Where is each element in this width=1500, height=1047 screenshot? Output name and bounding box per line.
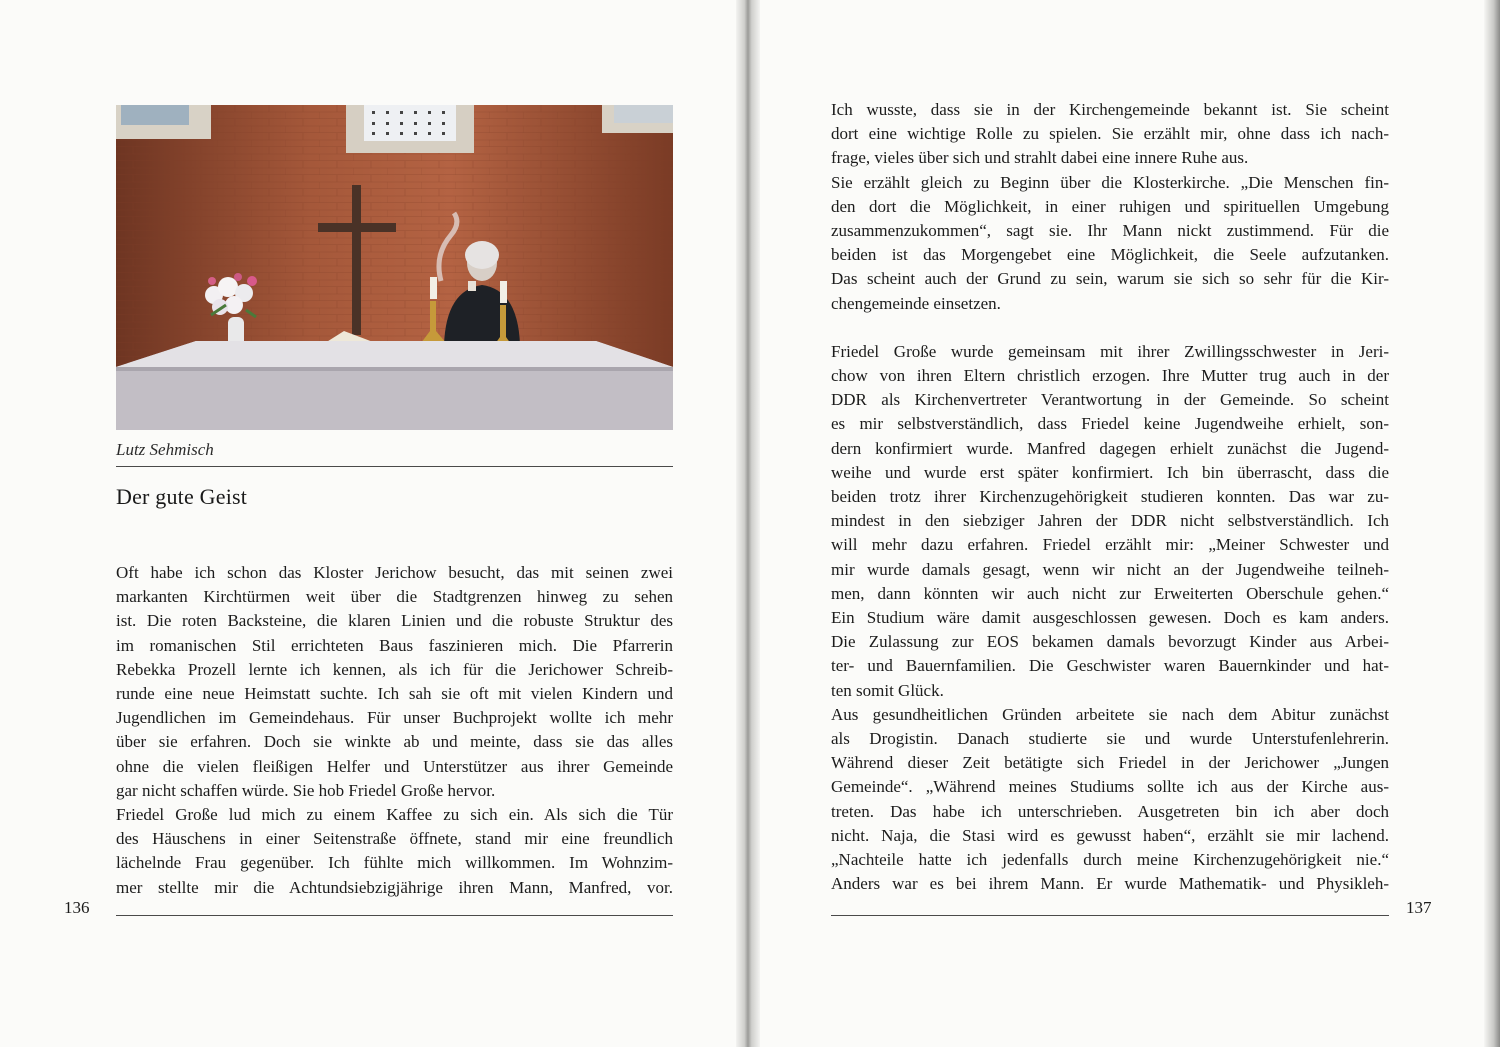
text-line: Ein Studium wäre damit ausgeschlossen gewesen. Doch es kam anders. bbox=[831, 608, 1389, 628]
text-line: Friedel Große lud mich zu einem Kaffee zu sich ein. Als sich die Tür bbox=[116, 805, 673, 825]
page-number-left: 136 bbox=[64, 898, 90, 917]
text-line: Jugendlichen im Gemeindehaus. Für unser Buchprojekt wollte ich mehr bbox=[116, 708, 673, 728]
text-line: zusammenzukommen“, sagt sie. Ihr Mann nickt zustimmend. Für die bbox=[831, 221, 1389, 241]
photo-caption: Lutz Sehmisch bbox=[116, 440, 214, 459]
text-line: „Nachteile hatte ich jedenfalls durch meine Kirchenzugehörigkeit nie.“ bbox=[831, 850, 1389, 870]
text-line: beiden ist das Morgengebet eine Möglichkeit, die Seele aufzutanken. bbox=[831, 245, 1389, 265]
text-line: weihe und wurde erst später konfirmiert. Ich bin überrascht, dass die bbox=[831, 462, 1389, 482]
text-line: beiden trotz ihrer Kirchenzugehörigkeit studieren konnten. Das war zu- bbox=[831, 487, 1389, 507]
text-line: ten somit Glück. bbox=[831, 680, 944, 700]
paragraph-gap bbox=[831, 316, 1389, 340]
text-line: Aus gesundheitlichen Gründen arbeitete sie nach dem Abitur zunächst bbox=[831, 704, 1389, 724]
right-page-edge bbox=[1484, 0, 1500, 1047]
text-line: frage, vieles über sich und strahlt dabei eine innere Ruhe aus. bbox=[831, 148, 1249, 168]
text-line: Sie erzählt gleich zu Beginn über die Klosterkirche. „Die Menschen fin- bbox=[831, 172, 1389, 192]
text-line: will mehr dazu erfahren. Friedel erzählt mir: „Meiner Schwester und bbox=[831, 535, 1389, 555]
text-line: mer stellte mir die Achtundsiebzigjährige ihren Mann, Manfred, vor. bbox=[116, 877, 673, 897]
text-line: chow von ihren Eltern christlich erzogen. Ihre Mutter trug auch in der bbox=[831, 366, 1389, 386]
text-line: Gemeinde“. „Während meines Studiums sollte ich aus der Kirche aus- bbox=[831, 777, 1389, 797]
text-line: Die Zulassung zur EOS bekamen damals bevorzugt Kinder aus Arbei- bbox=[831, 632, 1389, 652]
book-gutter-shadow bbox=[736, 0, 760, 1047]
text-line: des Häuschens in einer Seitenstraße öffnete, stand mir eine freundlich bbox=[116, 829, 673, 849]
text-line: lächelnde Frau gegenüber. Ich fühlte mich willkommen. Im Wohnzim- bbox=[116, 853, 673, 873]
text-line: Das scheint auch der Grund zu sein, warum sie sich so sehr für die Kir- bbox=[831, 269, 1389, 289]
text-line: Oft habe ich schon das Kloster Jerichow besucht, das mit seinen zwei bbox=[116, 563, 673, 582]
text-line: mindest in den siebziger Jahren der DDR nicht selbstverständlich. Ich bbox=[831, 511, 1389, 531]
footer-rule-right bbox=[831, 915, 1389, 916]
right-body-text bbox=[831, 98, 1389, 897]
text-line: dern konfirmiert wurde. Manfred dagegen erhielt zunächst die Jugend- bbox=[831, 438, 1389, 458]
caption-rule bbox=[116, 466, 673, 467]
text-line: Ich wusste, dass sie in der Kirchengemeinde bekannt ist. Sie scheint bbox=[831, 100, 1389, 119]
text-line: im romanischen Stil errichteten Baus faszinieren mich. Die Pfarrerin bbox=[116, 635, 673, 655]
text-line: mir wurde damals gesagt, wenn wir nicht an der Jugendweihe teilneh- bbox=[831, 559, 1389, 579]
altar-photo bbox=[116, 105, 673, 430]
text-line: gar nicht schaffen würde. Sie hob Friedel Große hervor. bbox=[116, 780, 496, 800]
text-line: ter- und Bauernfamilien. Die Geschwister waren Bauernkinder und hat- bbox=[831, 656, 1389, 676]
text-line: men, dann könnten wir auch nicht zur Erweiterten Oberschule gehen.“ bbox=[831, 583, 1389, 603]
text-line: runde eine neue Heimstatt suchte. Ich sah sie oft mit vielen Kindern und bbox=[116, 684, 673, 704]
text-line: Friedel Große wurde gemeinsam mit ihrer Zwillingsschwester in Jeri- bbox=[831, 341, 1389, 361]
text-line: ohne die vielen fleißigen Helfer und Unterstützer aus ihrer Gemeinde bbox=[116, 756, 673, 776]
text-line: treten. Das habe ich unterschrieben. Ausgetreten bin ich aber doch bbox=[831, 801, 1389, 821]
page-number-right: 137 bbox=[1406, 898, 1432, 917]
text-line: den dort die Möglichkeit, in einer ruhigen und spirituellen Umgebung bbox=[831, 196, 1389, 216]
text-line: Rebekka Prozell lernte ich kennen, als ich für die Jerichower Schreib- bbox=[116, 659, 673, 679]
text-line: nicht. Naja, die Stasi wird es gewusst haben“, erzählt sie mir lachend. bbox=[831, 825, 1389, 845]
footer-rule-left bbox=[116, 915, 673, 916]
text-line: DDR als Kirchenvertreter Verantwortung in der Gemeinde. So scheint bbox=[831, 390, 1389, 410]
text-line: über sie erfahren. Doch sie winkte ab und meinte, dass sie das alles bbox=[116, 732, 673, 752]
left-body-text bbox=[116, 561, 673, 900]
altar-photo-illustration bbox=[116, 105, 673, 430]
text-line: dort eine wichtige Rolle zu spielen. Sie erzählt mir, ohne dass ich nach- bbox=[831, 124, 1389, 144]
text-line: als Drogistin. Danach studierte sie und wurde Unterstufenlehrerin. bbox=[831, 729, 1389, 749]
text-line: Anders war es bei ihrem Mann. Er wurde Mathematik- und Physikleh- bbox=[831, 874, 1389, 894]
text-line: Während dieser Zeit betätigte sich Friedel in der Jerichower „Jungen bbox=[831, 753, 1389, 773]
text-line: markanten Kirchtürmen weit über die Stadtgrenzen hinweg zu sehen bbox=[116, 587, 673, 607]
text-line: chengemeinde einsetzen. bbox=[831, 293, 1001, 313]
chapter-title: Der gute Geist bbox=[116, 484, 248, 509]
text-line: es mir selbstverständlich, dass Friedel keine Jugendweihe erhielt, son- bbox=[831, 414, 1389, 434]
text-line: ist. Die roten Backsteine, die klaren Linien und die robuste Struktur des bbox=[116, 611, 673, 631]
